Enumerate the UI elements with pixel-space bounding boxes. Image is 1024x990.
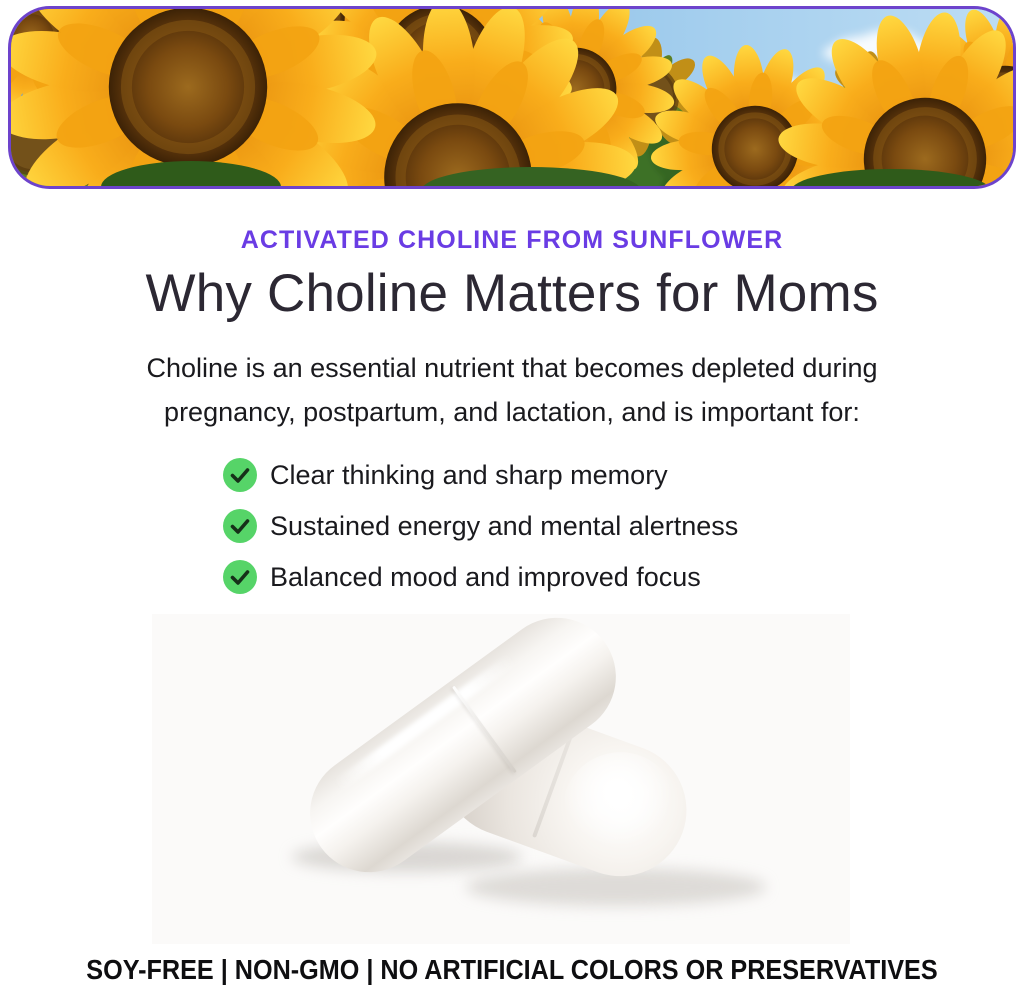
capsules-image (0, 612, 1024, 947)
check-icon (223, 509, 257, 543)
footer-claims: SOY-FREE | NON-GMO | NO ARTIFICIAL COLORS OR PRESERVATIVES (86, 954, 938, 985)
list-item (223, 458, 738, 492)
eyebrow-text: ACTIVATED CHOLINE FROM SUNFLOWER (240, 226, 784, 254)
check-icon (223, 458, 257, 492)
intro-text (0, 346, 1024, 434)
benefits-list (223, 458, 738, 594)
check-icon (223, 560, 257, 594)
benefit-label: Balanced mood and improved focus (270, 561, 701, 592)
benefit-label: Clear thinking and sharp memory (270, 459, 668, 490)
benefit-label: Sustained energy and mental alertness (270, 510, 739, 541)
page-title: Why Choline Matters for Moms (145, 264, 879, 323)
sunflower-banner-image (8, 6, 1016, 189)
list-item (223, 560, 738, 594)
intro-line-1: Choline is an essential nutrient that becomes depleted during (146, 353, 878, 383)
sunflower-field-illustration (11, 9, 1013, 186)
intro-line-2: pregnancy, postpartum, and lactation, and is important for: (164, 397, 860, 427)
list-item (223, 509, 738, 543)
